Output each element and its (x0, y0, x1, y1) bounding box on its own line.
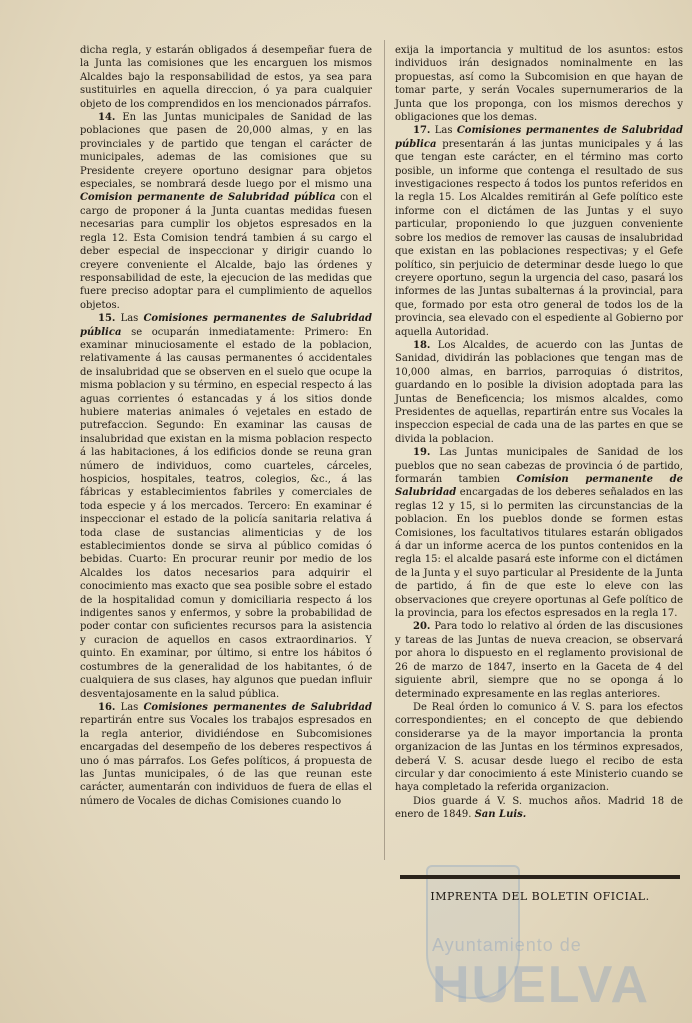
article-17-text-a: Las (434, 125, 453, 137)
article-15-text-a: Las (120, 313, 139, 325)
article-15-number: 15. (98, 313, 116, 325)
article-14-text-b: con el cargo de proponer á la Junta cuantas medidas fuesen necesarias para cumplir los objetos espresados en la regla 12. Esta Comision tendrá tambien á su cargo el deber especial de inspeccionar y dirigir cuando lo creyere conveniente el Alcalde, bajo las órdenes y responsabilidad de este, la ejecucion de las medidas que fuere preciso adoptar para el cumplimiento de aquellos objetos. (80, 192, 372, 311)
signoff-paragraph (395, 795, 683, 822)
watermark-title: HUELVA (432, 956, 651, 1014)
article-17-number: 17. (413, 125, 431, 137)
article-16-text-a: Las (120, 701, 139, 713)
left-column (80, 44, 372, 808)
article-17-italic: Comisiones permanentes de Salubridad pública (395, 125, 683, 150)
article-17 (395, 124, 683, 339)
article-19-text-b: encargadas de los deberes señalados en las reglas 12 y 15, si lo permiten las circunstancias de la poblacion. En los pueblos donde se formen estas Comisiones, los facultativos titulares estarán obligados á dar un informe acerca de los puntos contenidos en la regla 15: el alcalde pasará este informe con el dictámen de la Junta y el suyo particular al Presidente de la Junta de partido, á fin de que este lo eleve con las observaciones que creyere oportunas al Gefe político de la provincia, para los efectos espresados en la regla 17. (395, 487, 683, 620)
right-column (395, 44, 683, 822)
signoff-text: Dios guarde á V. S. muchos años. Madrid 18 de enero de 1849. (395, 795, 683, 821)
article-14 (80, 111, 372, 312)
article-16-text-b: repartirán entre sus Vocales los trabajos espresados en la regla anterior, dividiéndose en Subcomisiones encargadas del desempeño de los deberes respectivos á uno ó mas párrafos. Los Gefes políticos, á propuesta de las Juntas municipales, ó de las que reunan este carácter, aumentarán con individuos de fuera de ellas el número de Vocales de dichas Comisiones cuando lo (80, 715, 372, 807)
article-20-number: 20. (413, 621, 431, 633)
article-16-italic: Comisiones permanentes de Salubridad (143, 701, 373, 713)
signature: San Luis. (474, 809, 527, 821)
article-14-text-a: En las Juntas municipales de Sanidad de las poblaciones que pasen de 20,000 almas, y en las provinciales y de partido que tengan el carácter de municipales, ademas de las comisiones que su Presidente creyere oportuno designar para objetos especiales, se nombrará desde luego por el mismo una (80, 112, 372, 191)
imprint-footer: IMPRENTA DEL BOLETIN OFICIAL. (430, 890, 650, 903)
article-17-text-b: presentarán á las juntas municipales y á las que tengan este carácter, en el término mas corto posible, un informe que contenga el resultado de sus investigaciones respecto á todos los puntos referidos en la regla 15. Los Alcaldes remitirán al Gefe político este informe con el dictámen de las Juntas y el suyo particular, proponiendo lo que juzguen conveniente sobre los medios de remover las causas de insalubridad que existan en las poblaciones respectivas; y el Gefe político, sin perjuicio de determinar desde luego lo que creyere oportuno, segun la urgencia del caso, pasará los informes de las Juntas subalternas á la provincial, para que, formado por esta otro general de todos los de la provincia, sea elevado con el espediente al Gobierno por aquella Autoridad. (395, 138, 683, 338)
article-16 (80, 701, 372, 808)
article-19-number: 19. (413, 447, 431, 459)
left-intro-paragraph: dicha regla, y estarán obligados á desempeñar fuera de la Junta las comisiones que les encarguen los mismos Alcaldes bajo la responsabilidad de estos, ya sea para sustituirles en aquella direccion, ó ya para cualquier objeto de los comprendidos en los mencionados párrafos. (80, 45, 372, 110)
shield-icon (426, 865, 520, 999)
article-19 (395, 446, 683, 620)
right-intro-paragraph: exija la importancia y multitud de los asuntos: estos individuos irán designados nominalmente en las propuestas, así como la Subcomision en que hayan de tomar parte, y serán Vocales supernumerarios de la Junta que los proponga, con los mismos derechos y obligaciones que los demas. (395, 45, 683, 124)
article-19-italic: Comision permanente de Salubridad (395, 474, 683, 499)
article-18 (395, 339, 683, 446)
article-20 (395, 620, 683, 700)
footer-rule (400, 875, 680, 879)
article-20-text: Para todo lo relativo al órden de las discusiones y tareas de las Juntas de nueva creacion, se observará por ahora lo dispuesto en el reglamento provisional de 26 de marzo de 1847, inserto en la Gaceta de 4 del siguiente abril, siempre que no se oponga á lo determinado expresamente en las reglas anteriores. (395, 621, 683, 700)
watermark-subtitle: Ayuntamiento de (432, 935, 582, 955)
article-15 (80, 312, 372, 701)
article-19-text-a: Las Juntas municipales de Sanidad de los pueblos que no sean cabezas de provincia ó de partido, formarán tambien (395, 447, 683, 485)
column-divider (384, 40, 385, 860)
article-15-italic: Comisiones permanentes de Salubridad pública (80, 313, 373, 338)
archive-watermark (392, 865, 692, 1023)
article-18-text: Los Alcaldes, de acuerdo con las Juntas de Sanidad, dividirán las poblaciones que tengan mas de 10,000 almas, en barrios, parroquias ó distritos, guardando en lo posible la division adoptada para las Juntas de Beneficencia; los mismos alcaldes, como Presidentes de aquellas, repartirán entre sus Vocales la inspeccion especial de cada una de las partes en que se divida la poblacion. (395, 339, 683, 445)
article-18-number: 18. (413, 339, 431, 351)
article-16-number: 16. (98, 701, 116, 713)
article-14-italic: Comision permanente de Salubridad pública (80, 192, 336, 204)
article-14-number: 14. (98, 112, 116, 124)
article-15-text-b: se ocuparán inmediatamente: Primero: En examinar minuciosamente el estado de la poblacion, relativamente á las causas permanentes ó accidentales de insalubridad que se observen en el suelo que ocupe la misma poblacion y su término, en especial respecto á las aguas corrientes ó estancadas y á los sitios donde hubiere materias animales ó vejetales en estado de putrefaccion. Segundo: En examinar las causas de insalubridad que existan en la misma poblacion respecto á las habitaciones, á los edificios donde se reuna gran número de individuos, como cuarteles, cárceles, hospicios, hospitales, teatros, colegios, &c., á las fábricas y establecimientos fabriles y comerciales de toda especie y á los mercados. Tercero: En examinar é inspeccionar el estado de la policía sanitaria relativa á toda clase de sustancias alimenticias y de los establecimientos donde se sirva al público comidas ó bebidas. Cuarto: En procurar reunir por medio de los Alcaldes los datos necesarios para adquirir el conocimiento mas exacto que sea posible sobre el estado de la hospitalidad comun y domiciliaria respecto á los indigentes sanos y enfermos, y sobre la probabilidad de poder contar con suficientes recursos para la asistencia y curacion de aquellos en casos extraordinarios. Y quinto. En examinar, por último, si entre los hábitos ó costumbres de la generalidad de los habitantes, ó de cualquiera de sus clases, hay algunos que puedan influir desventajosamente en la salud pública. (80, 326, 372, 700)
closing-paragraph: De Real órden lo comunico á V. S. para los efectos correspondientes; en el concepto de que debiendo considerarse ya de la mayor importancia la pronta organizacion de las Juntas en los términos expresados, deberá V. S. acusar desde luego el recibo de esta circular y dar conocimiento á este Ministerio cuando se haya completado la referida organizacion. (395, 701, 683, 794)
